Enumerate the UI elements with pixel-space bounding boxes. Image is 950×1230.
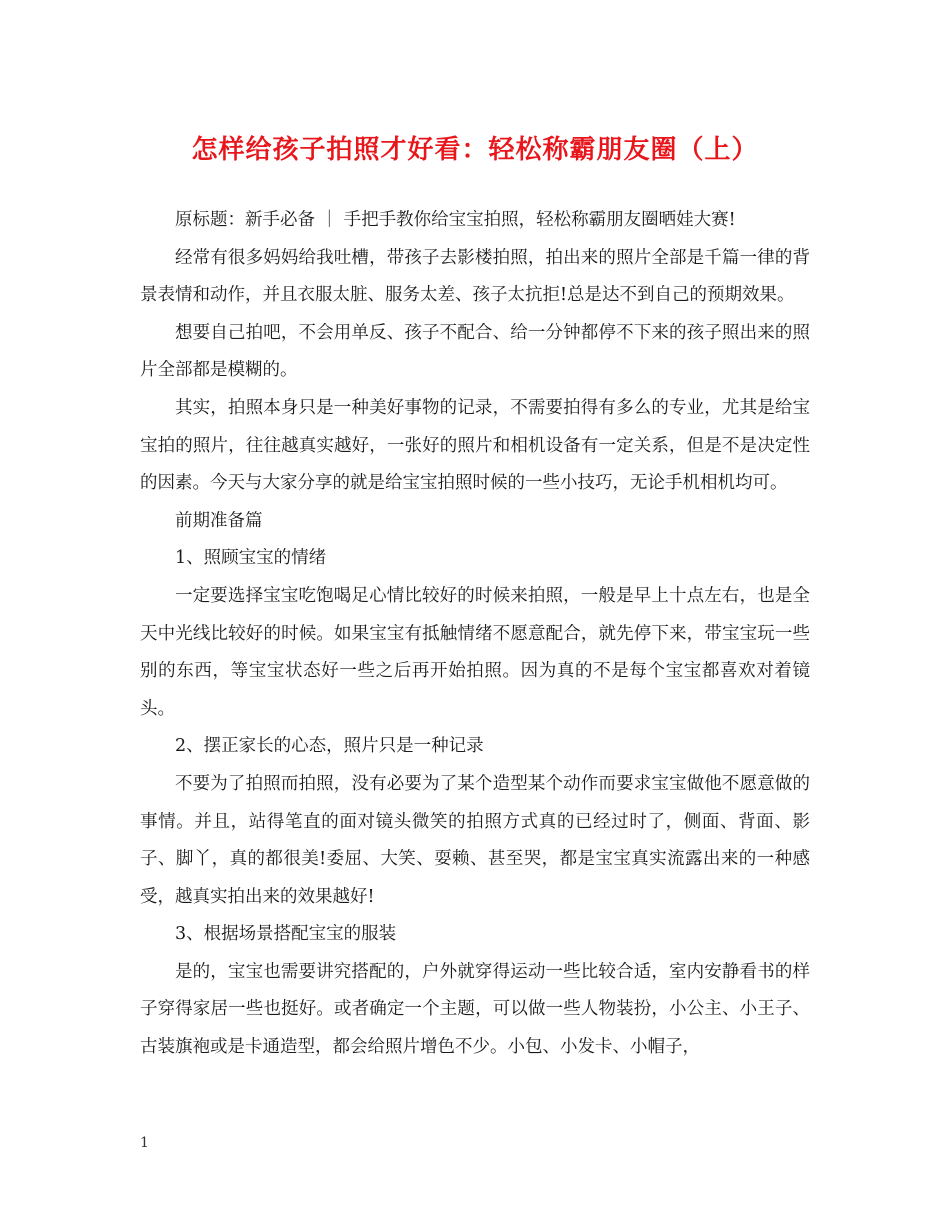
paragraph: 想要自己拍吧，不会用单反、孩子不配合、给一分钟都停不下来的孩子照出来的照片全部都是模糊的。 xyxy=(140,322,810,381)
paragraph: 不要为了拍照而拍照，没有必要为了某个造型某个动作而要求宝宝做他不愿意做的事情。并且，站得笔直的面对镜头微笑的拍照方式真的已经过时了，侧面、背面、影子、脚丫，真的都很美!委屈、大笑、耍赖、甚至哭，都是宝宝真实流露出来的一种感受，越真实拍出来的效果越好! xyxy=(140,773,810,907)
paragraph: 是的，宝宝也需要讲究搭配的，户外就穿得运动一些比较合适，室内安静看书的样子穿得家居一些也挺好。或者确定一个主题，可以做一些人物装扮，小公主、小王子、古装旗袍或是卡通造型，都会给照片增色不少。小包、小发卡、小帽子， xyxy=(140,961,810,1058)
paragraph: 其实，拍照本身只是一种美好事物的记录，不需要拍得有多么的专业，尤其是给宝宝拍的照片，往往越真实越好，一张好的照片和相机设备有一定关系，但是不是决定性的因素。今天与大家分享的就是给宝宝拍照时候的一些小技巧，无论手机相机均可。 xyxy=(140,397,810,494)
document-title: 怎样给孩子拍照才好看：轻松称霸朋友圈（上） xyxy=(191,135,759,165)
paragraph: 一定要选择宝宝吃饱喝足心情比较好的时候来拍照，一般是早上十点左右，也是全天中光线比较好的时候。如果宝宝有抵触情绪不愿意配合，就先停下来，带宝宝玩一些别的东西，等宝宝状态好一些之后再开始拍照。因为真的不是每个宝宝都喜欢对着镜头。 xyxy=(140,585,810,719)
paragraph: 经常有很多妈妈给我吐槽，带孩子去影楼拍照，拍出来的照片全部是千篇一律的背景表情和动作，并且衣服太脏、服务太差、孩子太抗拒!总是达不到自己的预期效果。 xyxy=(140,247,810,306)
section-heading: 前期准备篇 xyxy=(175,510,263,531)
subsection-heading: 3、根据场景搭配宝宝的服装 xyxy=(175,924,397,945)
document-body xyxy=(140,202,810,1067)
subsection-heading: 2、摆正家长的心态，照片只是一种记录 xyxy=(175,736,484,757)
paragraph-original-title: 原标题：新手必备 ｜ 手把手教你给宝宝拍照，轻松称霸朋友圈晒娃大赛! xyxy=(175,210,736,230)
subsection-heading: 1、照顾宝宝的情绪 xyxy=(175,548,327,569)
page-number: 1 xyxy=(140,1135,149,1151)
